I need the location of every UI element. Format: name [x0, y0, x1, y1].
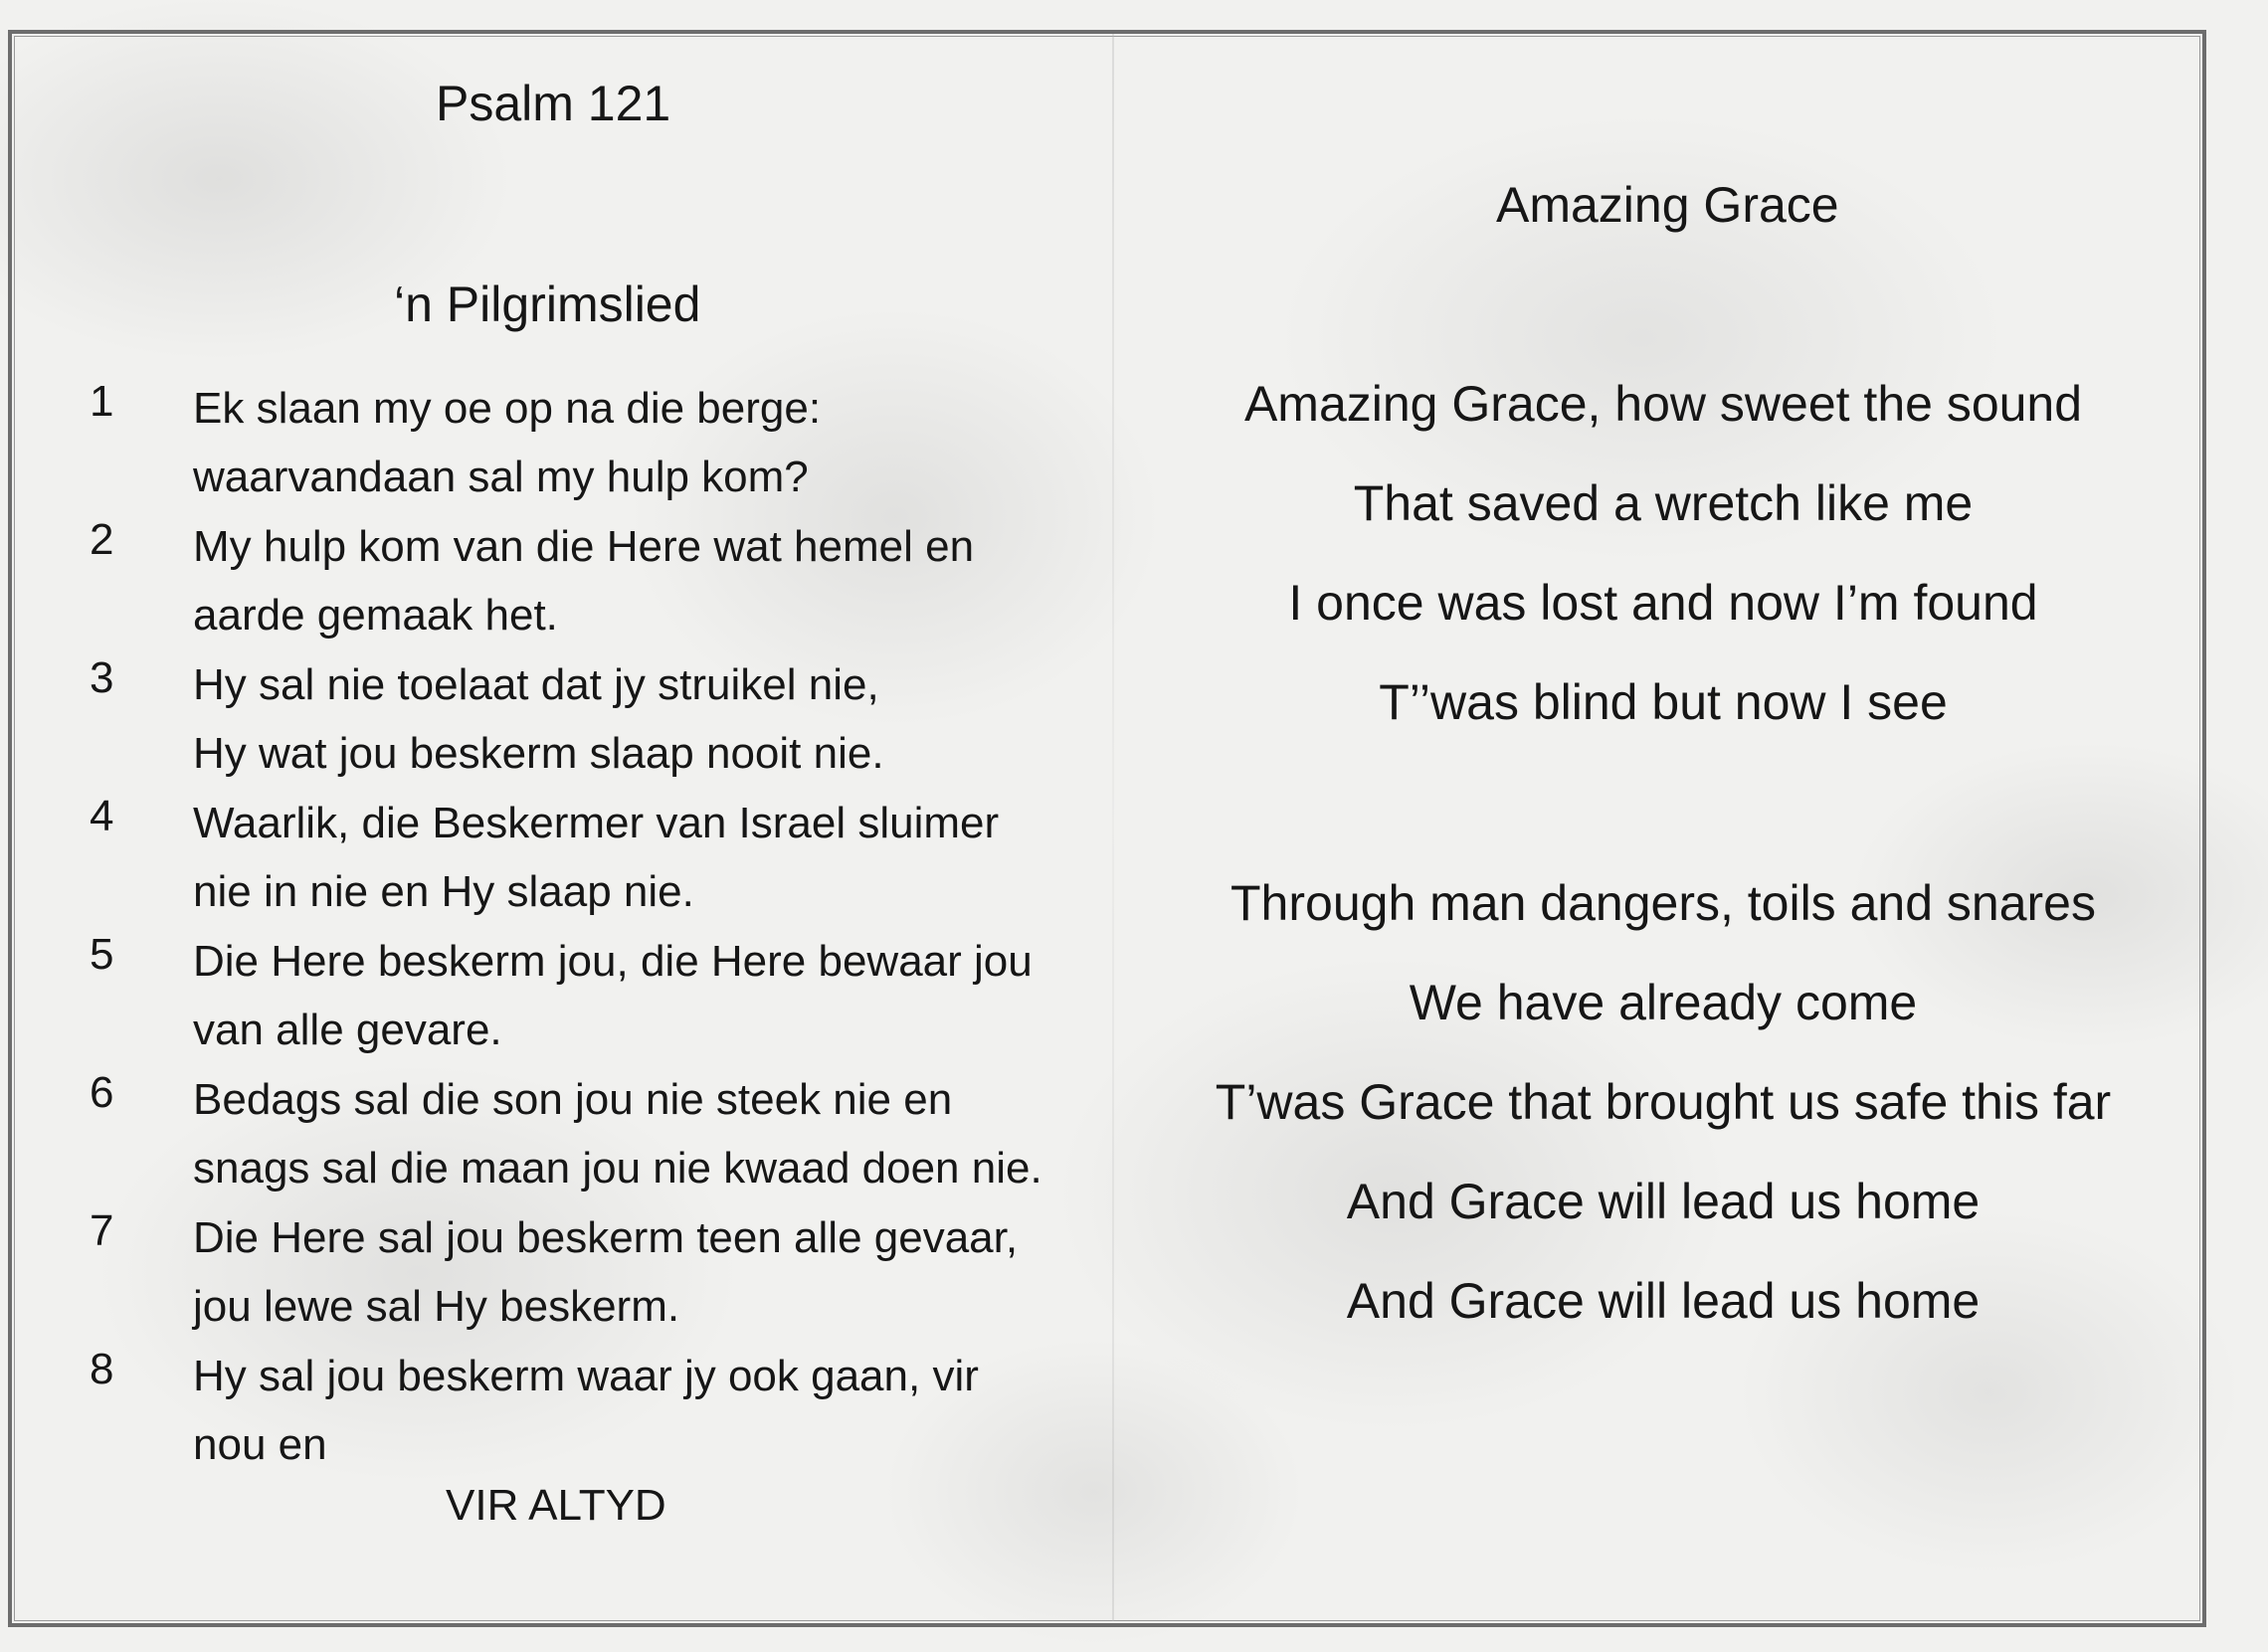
verse-number: 1 — [90, 377, 114, 426]
psalm-subtitle: ‘n Pilgrimslied — [394, 276, 701, 332]
verse-text — [193, 927, 1033, 1064]
verse-line: aarde gemaak het. — [193, 591, 558, 640]
lyric-line: I once was lost and now I’m found — [1288, 575, 2038, 631]
verse-number: 8 — [90, 1345, 114, 1393]
verse-line: Hy wat jou beskerm slaap nooit nie. — [193, 729, 884, 778]
verse-line: Die Here sal jou beskerm teen alle gevaar, — [193, 1213, 1019, 1262]
verse-line: snags sal die maan jou nie kwaad doen nie. — [193, 1144, 1042, 1193]
lyric-line: That saved a wretch like me — [1353, 475, 1974, 531]
verse-line: van alle gevare. — [193, 1006, 502, 1054]
verse-line: nou en — [193, 1420, 327, 1469]
song-title: Amazing Grace — [1496, 177, 1839, 233]
verse-number: 3 — [90, 653, 114, 702]
verse-line: My hulp kom van die Here wat hemel en — [193, 522, 975, 571]
verse-number: 6 — [90, 1068, 114, 1117]
verse-line: Hy sal nie toelaat dat jy struikel nie, — [193, 660, 879, 709]
lyric-line: And Grace will lead us home — [1346, 1273, 1981, 1329]
verse-number: 5 — [90, 930, 114, 979]
verse-text — [193, 1203, 1018, 1341]
verse-number: 2 — [90, 515, 114, 564]
lyric-line: T’’was blind but now I see — [1379, 674, 1948, 730]
psalm-title: Psalm 121 — [436, 76, 671, 131]
lyric-line: T’was Grace that brought us safe this far — [1215, 1074, 2112, 1130]
verse-text — [193, 650, 884, 788]
psalm-closing: VIR ALTYD — [446, 1481, 666, 1530]
verse-text — [193, 1342, 979, 1479]
verse-line: waarvandaan sal my hulp kom? — [193, 453, 809, 501]
verse-text — [193, 512, 974, 649]
verse-text — [193, 374, 821, 511]
verse-text — [193, 789, 999, 926]
lyric-line: And Grace will lead us home — [1346, 1174, 1981, 1229]
lyric-line: We have already come — [1409, 975, 1918, 1030]
verse-text — [193, 1065, 1042, 1202]
verse-line: Bedags sal die son jou nie steek nie en — [193, 1075, 953, 1124]
card-fold-line — [1112, 34, 1114, 1621]
lyric-line: Through man dangers, toils and snares — [1230, 875, 2096, 931]
verse-line: nie in nie en Hy slaap nie. — [193, 867, 694, 916]
lyric-line: Amazing Grace, how sweet the sound — [1243, 376, 2083, 432]
verse-line: Die Here beskerm jou, die Here bewaar jou — [193, 937, 1033, 986]
verse-line: jou lewe sal Hy beskerm. — [193, 1282, 680, 1331]
verse-line: Hy sal jou beskerm waar jy ook gaan, vir — [193, 1352, 979, 1400]
verse-number: 7 — [90, 1206, 114, 1255]
verse-line: Ek slaan my oe op na die berge: — [193, 384, 822, 433]
verse-line: Waarlik, die Beskermer van Israel sluimer — [193, 799, 1000, 847]
verse-number: 4 — [90, 792, 114, 840]
